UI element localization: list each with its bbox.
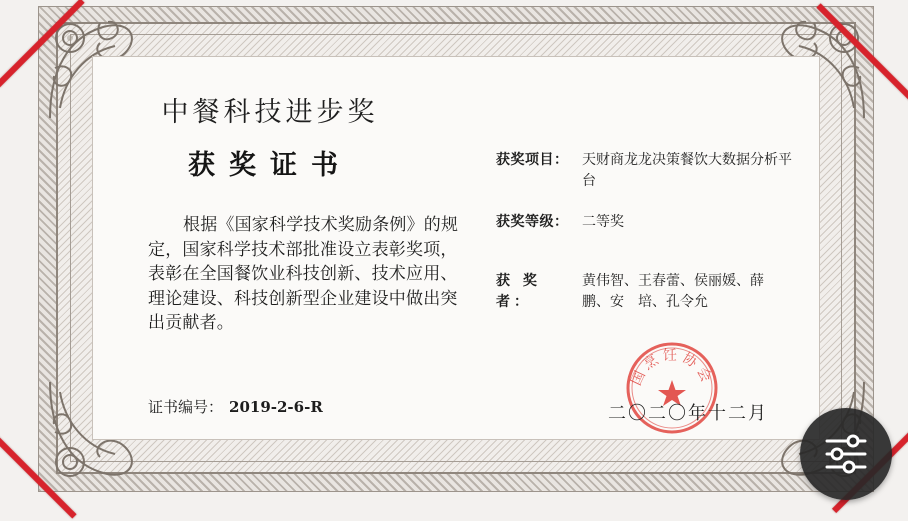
award-project-label: 获奖项目： [496,152,569,168]
certificate-number-value: 2019-2-6-R [229,398,323,416]
award-project-value: 天财商龙龙决策餐饮大数据分析平台 [582,152,792,189]
award-grade-field [496,212,802,233]
certificate-number [148,396,323,417]
sliders-icon [823,431,869,477]
award-grade-label: 获奖等级： [496,214,569,230]
seal-text: 国烹饪协会 [628,348,716,389]
issue-date: 二〇二〇年十二月 [608,403,768,424]
certificate-heading: 获奖证书 [188,150,352,181]
award-winners-label: 获 奖 者： [496,273,541,310]
award-winners-field [496,271,802,313]
award-grade-value: 二等奖 [582,214,624,230]
certificate-number-label: 证书编号： [148,398,224,416]
award-winners-value: 黄伟智、王春蕾、侯丽媛、薛 鹏、安 培、孔令允 [582,273,778,310]
certificate-body-text: 根据《国家科学技术奖励条例》的规定，国家科学技术部批准设立表彰奖项，表彰在全国餐饮业科技创新、技术应用、理论建设、科技创新型企业建设中做出突出贡献者。 [148,215,459,333]
award-title: 中餐科技进步奖 [161,97,379,128]
award-project-field [496,150,802,192]
adjust-settings-button[interactable] [800,408,892,500]
